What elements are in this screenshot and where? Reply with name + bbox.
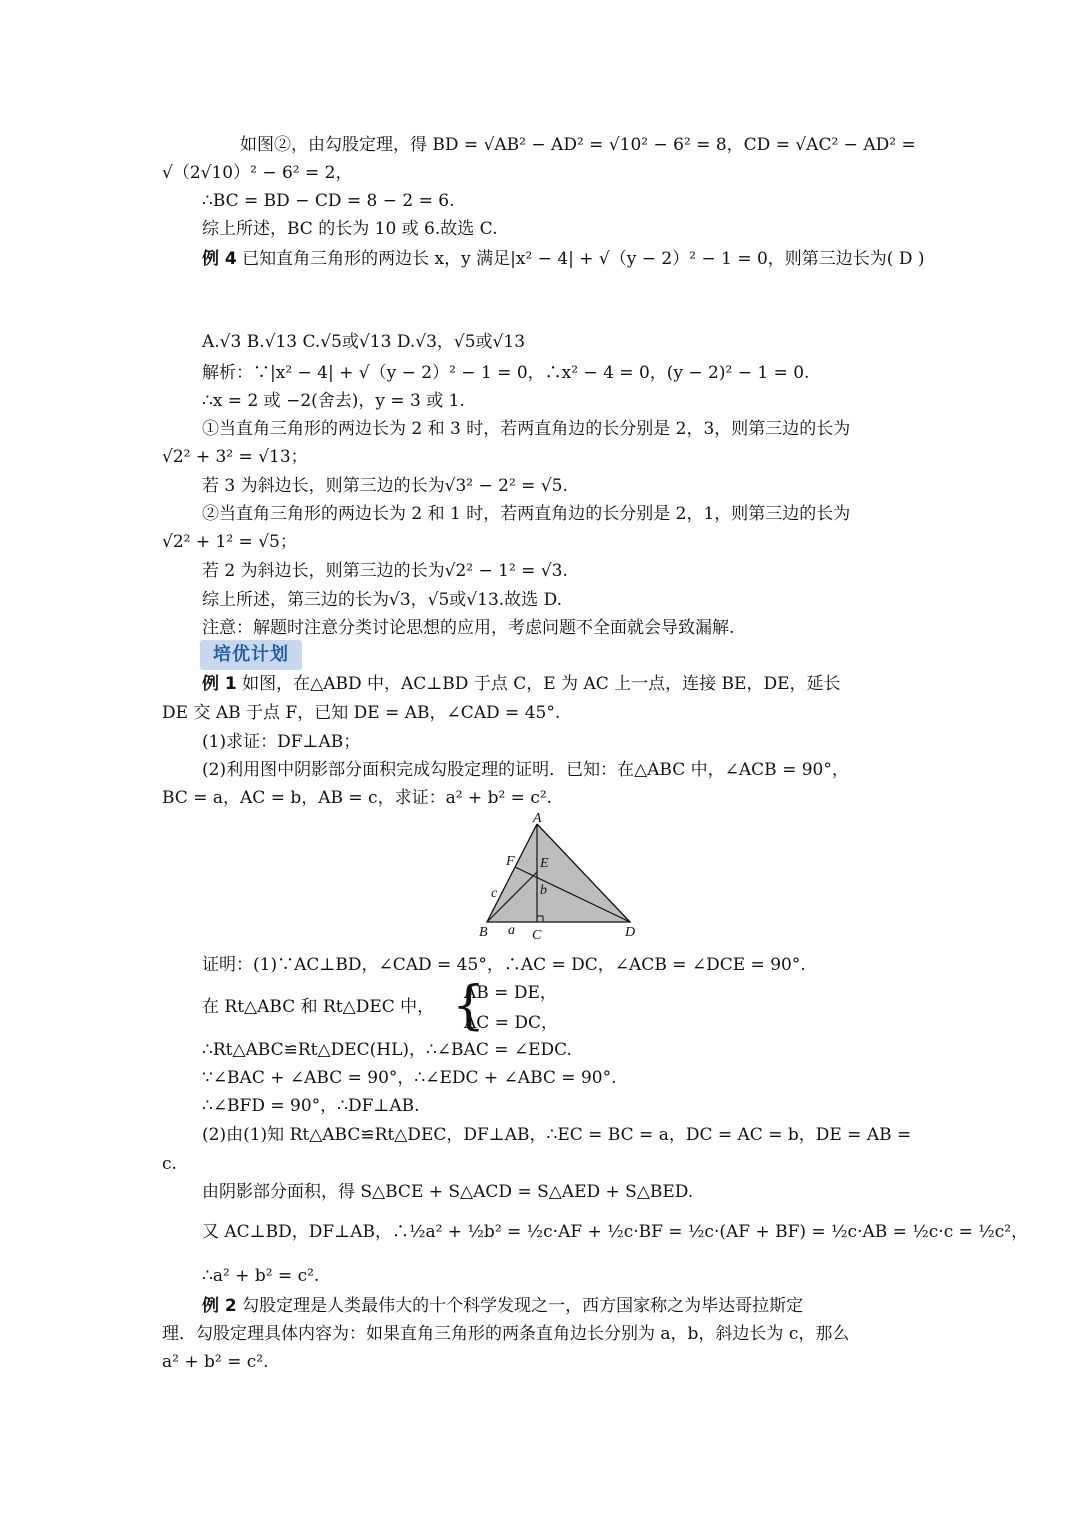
text-line: ②当直角三角形的两边长为 2 和 1 时，若两直角边的长分别是 2，1，则第三边的长为 [202,504,851,524]
section-title: 培优计划 [200,640,302,670]
text-line: 由阴影部分面积，得 S△BCE + S△ACD = S△AED + S△BED. [202,1182,694,1202]
brace-symbol: { [452,976,486,1036]
text-line: √2² + 1² = √5； [162,532,297,552]
text-line: ①当直角三角形的两边长为 2 和 3 时，若两直角边的长分别是 2，3，则第三边的长为 [202,419,851,439]
geometry-figure [475,812,655,947]
text-line: DE 交 AB 于点 F，已知 DE = AB，∠CAD = 45°. [162,703,561,723]
label-C: C [532,928,542,943]
text-line: 如图②，由勾股定理，得 BD = √AB² − AD² = √10² − 6² = 8，CD = √AC² − AD² = [240,135,916,155]
text-line: 若 2 为斜边长，则第三边的长为√2² − 1² = √3. [202,561,568,581]
text-line: (2)由(1)知 Rt△ABC≌Rt△DEC，DF⊥AB，∴EC = BC = a，DC = AC = b，DE = AB = [202,1125,912,1145]
text-line: 又 AC⊥BD，DF⊥AB，∴½a² + ½b² = ½c·AF + ½c·BF = ½c·(AF + BF) = ½c·AB = ½c·c = ½c²， [202,1222,1029,1242]
example-label: 例 4 [202,249,237,269]
example-line [202,672,841,696]
example-line [202,1294,803,1318]
label-c: c [491,886,498,901]
text-line: 注意：解题时注意分类讨论思想的应用，考虑问题不全面就会导致漏解. [202,618,735,638]
text-line: 在 Rt△ABC 和 Rt△DEC 中， [202,997,435,1017]
text-line: (1)求证：DF⊥AB； [202,732,361,752]
label-F: F [506,854,515,869]
text-line: a² + b² = c². [162,1352,269,1372]
text-line: c. [162,1154,177,1174]
text-line: ∴BC = BD − CD = 8 − 2 = 6. [202,191,455,211]
system-line: AB = DE， [464,983,557,1003]
text-line: 若 3 为斜边长，则第三边的长为√3² − 2² = √5. [202,476,568,496]
text-line: 解析：∵|x² − 4| + √（y − 2）² − 1 = 0，∴x² − 4 = 0，(y − 2)² − 1 = 0. [202,363,810,383]
choices-line: A.√3 B.√13 C.√5或√13 D.√3，√5或√13 [202,332,526,352]
example-label: 例 2 [202,1296,237,1316]
text-line: (2)利用图中阴影部分面积完成勾股定理的证明．已知：在△ABC 中，∠ACB = 90°， [202,760,849,780]
text-line: ∴a² + b² = c². [202,1266,320,1286]
text-line: 综上所述，第三边的长为√3，√5或√13.故选 D. [202,590,562,610]
text-line: √2² + 3² = √13； [162,447,308,467]
label-b: b [540,883,547,898]
text-line: √（2√10）² − 6² = 2， [162,163,353,183]
label-B: B [479,925,488,940]
example-text: 如图，在△ABD 中，AC⊥BD 于点 C，E 为 AC 上一点，连接 BE，DE，延长 [236,674,841,694]
label-E: E [540,856,549,871]
text-line: ∴x = 2 或 −2(舍去)，y = 3 或 1. [202,391,465,411]
label-a: a [508,923,515,938]
example-text: 勾股定理是人类最伟大的十个科学发现之一，西方国家称之为毕达哥拉斯定 [236,1296,804,1316]
text-line: 理．勾股定理具体内容为：如果直角三角形的两条直角边长分别为 a，b，斜边长为 c，那么 [162,1324,850,1344]
label-D: D [625,925,636,940]
text-line: BC = a，AC = b，AB = c，求证：a² + b² = c². [162,788,553,808]
text-line: ∴Rt△ABC≌Rt△DEC(HL)，∴∠BAC = ∠EDC. [202,1040,572,1060]
text-line: ∴∠BFD = 90°，∴DF⊥AB. [202,1096,420,1116]
text-line: ∵∠BAC + ∠ABC = 90°，∴∠EDC + ∠ABC = 90°. [202,1068,617,1088]
text-line: 综上所述，BC 的长为 10 或 6.故选 C. [202,219,498,239]
text-line: 证明：(1)∵AC⊥BD，∠CAD = 45°，∴AC = DC，∠ACB = ∠DCE = 90°. [202,955,806,975]
system-line: AC = DC， [464,1013,558,1033]
label-A: A [533,812,542,826]
example-label: 例 1 [202,674,237,694]
example-line [202,247,925,271]
example-text: 已知直角三角形的两边长 x，y 满足|x² − 4| + √（y − 2）² − 1 = 0，则第三边长为( D ) [236,249,925,269]
